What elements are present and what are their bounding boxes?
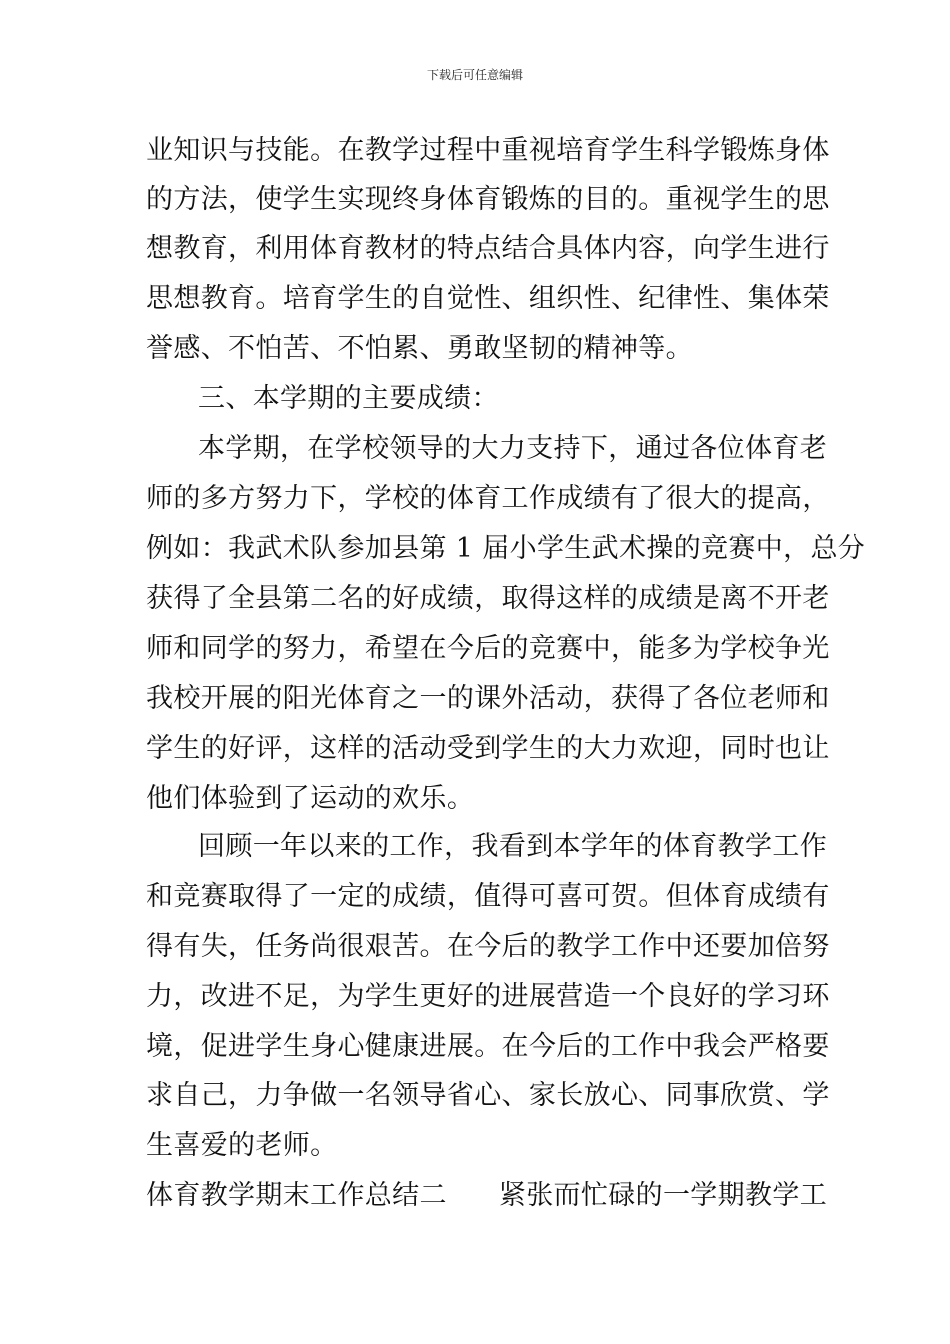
body-line: 得有失，任务尚很艰苦。在今后的教学工作中还要加倍努 [146, 931, 830, 962]
body-line: 本学期，在学校领导的大力支持下，通过各位体育老 [198, 433, 828, 464]
body-line: 力，改进不足，为学生更好的进展营造一个良好的学习环 [146, 981, 830, 1012]
body-line: 誉感、不怕苦、不怕累、勇敢坚韧的精神等。 [146, 333, 693, 364]
body-line: 紧张而忙碌的一学期教学工 [498, 1180, 828, 1211]
body-line: 获得了全县第二名的好成绩，取得这样的成绩是离不开老 [146, 583, 830, 614]
section-title: 体育教学期末工作总结二 [146, 1180, 447, 1211]
body-line: 我校开展的阳光体育之一的课外活动，获得了各位老师和 [146, 683, 830, 714]
body-line: 和竞赛取得了一定的成绩，值得可喜可贺。但体育成绩有 [146, 881, 830, 912]
body-line: 业知识与技能。在教学过程中重视培育学生科学锻炼身体 [146, 135, 830, 166]
body-line: 例如：我武术队参加县第 1 届小学生武术操的竞赛中，总分 [146, 533, 866, 564]
body-line: 求自己，力争做一名领导省心、家长放心、同事欣赏、学 [146, 1080, 830, 1111]
body-line: 的方法，使学生实现终身体育锻炼的目的。重视学生的思 [146, 184, 830, 215]
last-line [146, 1179, 828, 1213]
body-line: 想教育，利用体育教材的特点结合具体内容，向学生进行 [146, 233, 830, 264]
body-line: 学生的好评，这样的活动受到学生的大力欢迎，同时也让 [146, 733, 830, 764]
body-line: 师的多方努力下，学校的体育工作成绩有了很大的提高， [146, 483, 830, 514]
body-line: 思想教育。培育学生的自觉性、组织性、纪律性、集体荣 [146, 283, 830, 314]
body-line: 境，促进学生身心健康进展。在今后的工作中我会严格要 [146, 1031, 830, 1062]
section-heading: 三、本学期的主要成绩： [198, 383, 499, 414]
body-line: 师和同学的努力，希望在今后的竞赛中，能多为学校争光 [146, 633, 830, 664]
body-line: 生喜爱的老师。 [146, 1130, 338, 1161]
body-line: 他们体验到了运动的欢乐。 [146, 783, 475, 814]
page-header: 下载后可任意编辑 [426, 68, 523, 82]
body-line: 回顾一年以来的工作，我看到本学年的体育教学工作 [198, 831, 828, 862]
